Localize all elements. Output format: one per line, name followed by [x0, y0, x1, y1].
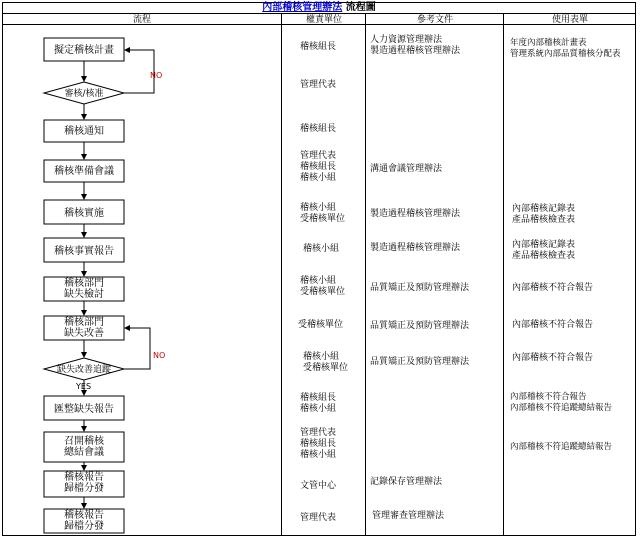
form-cell: 內部稽核不符追蹤總結報告 [510, 442, 613, 452]
form-cell: 內部稽核記錄表 產品稽核檢查表 [512, 204, 576, 225]
step-label-multiline: 召開稽核 總結會議 [64, 436, 104, 458]
title-suffix: 流程圖 [345, 2, 376, 13]
unit-cell: 受稽核單位 [298, 320, 344, 330]
ref-cell: 記錄保存管理辦法 [370, 477, 443, 487]
step-label: 稽核準備會議 [54, 166, 114, 177]
ref-cell: 品質矯正及預防管理辦法 [370, 283, 470, 293]
header-form: 使用表單 [504, 13, 636, 25]
step-label: 審核/核准 [64, 89, 104, 99]
form-cell: 內部稽核記錄表 產品稽核檢查表 [512, 240, 576, 261]
ref-cell: 人力資源管理辦法 製造過程稽核管理辦法 [370, 35, 461, 56]
step-label: 擬定稽核計畫 [54, 45, 114, 56]
unit-cell: 管理代表 [300, 513, 337, 523]
unit-cell: 管理代表 [300, 80, 337, 90]
title-main: 內部稽核管理辦法 [262, 2, 343, 13]
no-label-1: NO [150, 71, 163, 80]
step-label-multiline: 稽核部門 缺失改善 [64, 317, 104, 339]
step-label: 匯整缺失報告 [54, 404, 114, 415]
unit-cell: 文管中心 [300, 481, 337, 491]
unit-cell: 管理代表 稽核組長 稽核小組 [300, 428, 337, 460]
step-label: 缺失改善追蹤 [56, 365, 112, 375]
step-label: 稽核通知 [64, 126, 104, 137]
unit-cell: 稽核小組 受稽核單位 [300, 276, 346, 297]
step-label-multiline: 稽核部門 缺失檢討 [64, 278, 104, 300]
unit-cell: 稽核小組 受稽核單位 [300, 203, 346, 224]
step-label: 稽核事實報告 [54, 246, 114, 257]
form-cell: 內部稽核不符合報告 內部稽核不符追蹤總結報告 [510, 392, 613, 413]
unit-cell: 稽核組長 稽核小組 [300, 393, 337, 414]
header-unit: 權責單位 [282, 13, 366, 25]
form-cell: 內部稽核不符合報告 [512, 353, 594, 363]
ref-cell: 管理審查管理辦法 [372, 511, 445, 521]
ref-cell: 溝通會議管理辦法 [370, 164, 443, 174]
unit-cell: 稽核小組 受稽核單位 [303, 352, 349, 373]
ref-cell: 品質矯正及預防管理辦法 [370, 357, 470, 367]
unit-cell: 管理代表 稽核組長 稽核小組 [300, 151, 337, 183]
header-ref: 參考文件 [366, 13, 504, 25]
step-label-multiline: 稽核報告 歸檔分發 [64, 472, 104, 494]
ref-cell: 品質矯正及預防管理辦法 [370, 321, 470, 331]
form-cell: 內部稽核不符合報告 [512, 283, 594, 293]
ref-cell: 製造過程稽核管理辦法 [370, 243, 461, 253]
ref-cell: 製造過程稽核管理辦法 [370, 209, 461, 219]
step-label: 稽核實施 [64, 208, 104, 219]
unit-cell: 稽核小組 [303, 244, 340, 254]
form-cell: 年度內部稽核計畫表 管理系統內部品質稽核分配表 [510, 38, 621, 59]
unit-cell: 稽核組長 [300, 124, 337, 134]
no-label-2: NO [153, 351, 166, 360]
yes-label: YES [76, 382, 92, 391]
unit-cell: 稽核組長 [300, 42, 337, 52]
form-cell: 內部稽核不符合報告 [512, 320, 594, 330]
no-loop-track [124, 328, 150, 369]
header-flow: 流程 [2, 13, 282, 25]
step-label-multiline: 稽核報告 歸檔分發 [64, 510, 104, 532]
